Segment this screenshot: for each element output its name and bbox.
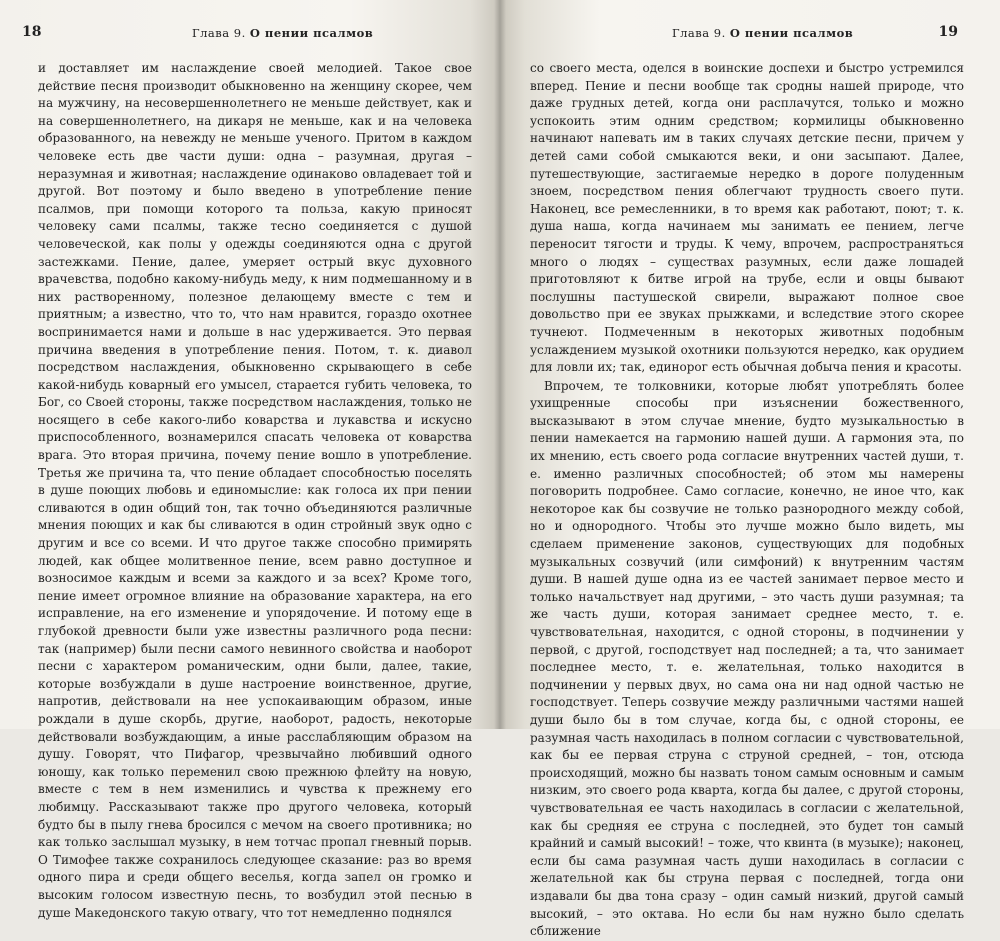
- left-running-head: [192, 26, 373, 40]
- right-page-body: [530, 60, 964, 941]
- right-running-head-chapter: Глава 9.: [672, 26, 726, 40]
- right-page-number: 19: [938, 24, 958, 40]
- right-running-head: [672, 26, 853, 40]
- left-running-head-chapter: Глава 9.: [192, 26, 246, 40]
- left-page: [0, 0, 500, 920]
- right-paragraph: Впрочем, те толковники, которые любят употреблять более ухищренные способы при изъяснении божественного, высказывают в этом случае мнение, будто музыкальностью в пении намекается на гармонию нашей души. А гармония эта, по их мнению, есть своего рода согласие внутренних частей души, т. е. именно различных способностей; об этом мы намерены поговорить подробнее. Само согласие, конечно, не иное что, как некоторое как бы созвучие не только разнородного между собой, но и однородного. Чтобы это лучше можно было видеть, мы сделаем применение законов, существующих для подобных музыкальных созвучий (или симфоний) к внутренним частям души. В нашей душе одна из ее частей занимает первое место и только начальствует над другими, – это часть души разумная; та же часть души, которая занимает среднее место, т. е. чувствовательная, находится, с одной стороны, в подчинении у первой, с другой, господствует над последней; а та, что занимает последнее место, т. е. желательная, только находится в подчинении у первых двух, но сама она ни над одной частью не господствует. Теперь созвучие между различными частями нашей души было бы в том случае, когда бы, с одной стороны, ее разумная часть находилась в полном согласии с чувствовательной, как бы ее первая струна с струной средней, – тон, отсюда происходящий, можно бы назвать тоном самым основным и самым низким, это своего рода кварта, когда бы далее, с другой стороны, чувствовательная ее часть находилась в согласии с желательной, как бы средняя ее струна с последней, это будет тон самый крайний и самый высокий! – тоже, что квинта (в музыке); наконец, если бы сама разумная часть души находилась в согласии с желательной как бы струна первая с последней, тогда они издавали бы два тона сразу – один самый низкий, другой самый высокий, – это октава. Но если бы нам нужно было сделать сближение: [530, 378, 964, 939]
- left-running-head-title: О пении псалмов: [249, 26, 374, 40]
- right-page: [500, 0, 1000, 939]
- left-paragraph: и доставляет им наслаждение своей мелодией. Такое свое действие песня производит обыкновенно на женщину скорее, чем на мужчину, на несовершеннолетнего не меньше действует, как и на совершеннолетнего, на дикаря не меньше, как и на человека образованного, на невежду не меньше ученого. Притом в каждом человеке есть две части души: одна – разумная, другая – неразумная и животная; наслаждение одинаково овладевает той и другой. Вот поэтому и было введено в употребление пение псалмов, при помощи которого та польза, какую приносят человеку сами псалмы, также тесно соединяется с душой человеческой, как полы у одежды соединяются одна с другой застежками. Пение, далее, умеряет острый вкус духовного врачевства, подобно какому-нибудь меду, к ним подмешанному и в них растворенному, полезное делающему вместе с тем и приятным; а известно, что то, что нам нравится, гораздо охотнее воспринимается нами и дольше в нас удерживается. Это первая причина введения в употребление пения. Потом, т. к. диавол посредством наслаждения, обыкновенно скрывающего в себе какой-нибудь коварный его умысел, старается губить человека, то Бог, со Своей стороны, также посредством наслаждения, только не носящего в себе какого-либо коварства и лукавства и искусно приспособленного, вознамерился спасать человека от коварства врага. Это вторая причина, почему пение вошло в употребление. Третья же причина та, что пение обладает способностью поселять в душе поющих любовь и единомыслие: как голоса их при пении сливаются в один общий тон, так точно объединяются различные мнения поющих и как бы сливаются в один стройный звук одно с другим и все со всеми. И что другое также способно примирять людей, как общее молитвенное пение, всем равно доступное и возносимое каждым и всеми за каждого и за всех? Кроме того, пение имеет огромное влияние на образование характера, на его исправление, на его изменение и упорядочение. И потому еще в глубокой древности были уже известны различного рода песни: так (например) были песни самого невинного свойства и наоборот песни с характером романическим, одни были, далее, такие, которые возбуждали в душе настроение воинственное, другие, напротив, действовали на нее успокаивающим образом, иные рождали в душе скорбь, другие, наоборот, радость, некоторые действовали возбуждающим, а иные расслабляющим образом на душу. Говорят, что Пифагор, чрезвычайно любивший одного юношу, как только переменил свою прежнюю флейту на новую, вместе с тем в нем изменились и чувства к прежнему его любимцу. Рассказывают также про другого человека, который будто бы в пылу гнева бросился с мечом на своего противника; но как только заслышал музыку, в нем тотчас пропал гневный порыв. О Тимофее также сохранилось следующее сказание: раз во время одного пира и среди общего веселья, когда запел он громко и высоким голосом известную песнь, то возбудил этой песнью в душе Македонского такую отвагу, что тот немедленно поднялся: [38, 61, 472, 920]
- left-page-body: [38, 60, 472, 922]
- left-page-number: 18: [22, 24, 42, 40]
- right-paragraph: со своего места, оделся в воинские доспехи и быстро устремился вперед. Пение и песни вообще так сродны нашей природе, что даже грудных детей, когда они расплачутся, только и можно успокоить этим одним средством; кормилицы обыкновенно начинают напевать им в таких случаях детские песни, причем у детей сами собой смыкаются веки, и они засыпают. Далее, путешествующие, застигаемые нередко в дороге полуденным зноем, посредством пения облегчают трудность своего пути. Наконец, все ремесленники, в то время как работают, поют; т. к. душа наша, когда начинаем мы занимать ее пением, легче переносит тягости и труды. К чему, впрочем, распространяться много о людях – существах разумных, если даже лошадей приготовляют к битве игрой на трубе, если и овцы бывают послушны пастушеской свирели, выражают полное свое довольство при ее звуках прыжками, и вследствие этого скорее тучнеют. Подмеченным в некоторых животных подобным услаждением музыкой охотники пользуются нередко, как орудием для ловли их; так, единорог есть обычная добыча пения и красоты.: [530, 61, 964, 375]
- right-running-head-title: О пении псалмов: [729, 26, 854, 40]
